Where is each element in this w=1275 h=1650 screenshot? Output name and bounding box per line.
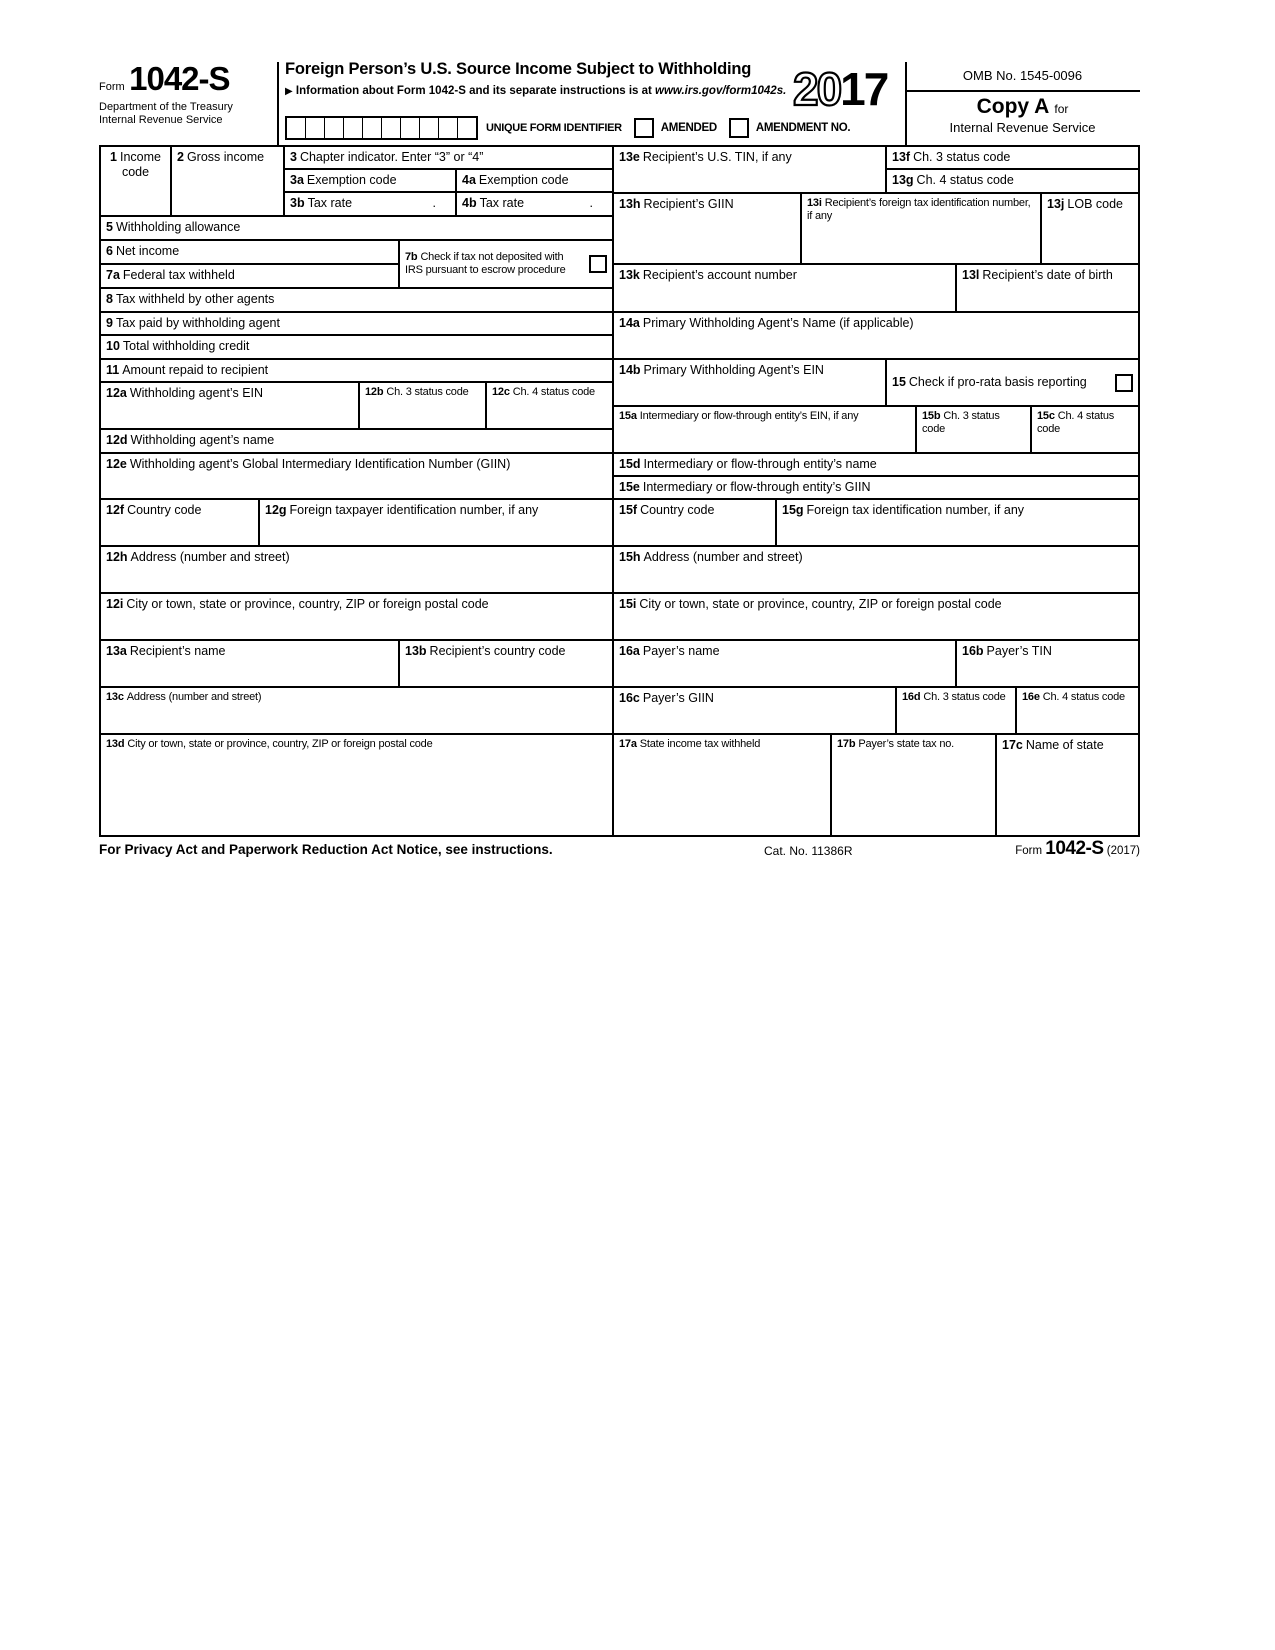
dept-line1: Department of the Treasury bbox=[99, 101, 233, 113]
field-7b: 7b Check if tax not deposited with IRS pursuant to escrow procedure bbox=[400, 241, 614, 289]
field-15g: 15g Foreign tax identification number, if any bbox=[777, 500, 1140, 547]
field-12a: 12a Withholding agent’s EIN bbox=[101, 383, 360, 430]
form-id-block bbox=[99, 60, 271, 126]
header-divider-left bbox=[277, 62, 279, 145]
field-13i: 13i Recipient’s foreign tax identification number, if any bbox=[802, 194, 1042, 265]
field-13g: 13g Ch. 4 status code bbox=[887, 170, 1140, 194]
field-14b: 14b Primary Withholding Agent’s EIN bbox=[614, 360, 887, 407]
info-url: www.irs.gov/form1042s. bbox=[655, 85, 787, 97]
omb-copy-block bbox=[905, 60, 1140, 135]
field-4b-decimal: . bbox=[589, 196, 593, 210]
field-3b: 3b Tax rate . bbox=[285, 193, 457, 217]
field-15h: 15h Address (number and street) bbox=[614, 547, 1140, 594]
field-12b: 12b Ch. 3 status code bbox=[360, 383, 487, 430]
field-13l: 13l Recipient’s date of birth bbox=[957, 265, 1140, 313]
pro-rata-checkbox[interactable] bbox=[1115, 374, 1133, 392]
form-number: 1042-S bbox=[129, 60, 230, 97]
field-13a: 13a Recipient’s name bbox=[101, 641, 400, 688]
field-13h: 13h Recipient’s GIIN bbox=[614, 194, 802, 265]
field-16e: 16e Ch. 4 status code bbox=[1017, 688, 1140, 735]
omb-rule bbox=[905, 90, 1140, 92]
footer-form-id: Form 1042-S (2017) bbox=[1015, 838, 1140, 859]
amended-checkbox[interactable] bbox=[634, 118, 654, 138]
field-2: 2 Gross income bbox=[172, 147, 285, 217]
field-14a: 14a Primary Withholding Agent’s Name (if applicable) bbox=[614, 313, 1140, 360]
privacy-notice: For Privacy Act and Paperwork Reduction Act Notice, see instructions. bbox=[99, 842, 553, 857]
field-12h: 12h Address (number and street) bbox=[101, 547, 614, 594]
amendment-no-checkbox[interactable] bbox=[729, 118, 749, 138]
field-3a: 3a Exemption code bbox=[285, 170, 457, 193]
field-1: 1 Income code bbox=[101, 147, 172, 217]
unique-form-identifier-label: UNIQUE FORM IDENTIFIER bbox=[486, 122, 622, 134]
field-4b: 4b Tax rate . bbox=[457, 193, 614, 217]
info-text: Information about Form 1042-S and its separate instructions is at bbox=[295, 85, 656, 97]
tax-year-outline: 20 bbox=[793, 63, 841, 115]
field-3: 3 Chapter indicator. Enter “3” or “4” bbox=[285, 147, 614, 170]
field-12f: 12f Country code bbox=[101, 500, 260, 547]
copy-for: for bbox=[1054, 102, 1069, 116]
field-13j: 13j LOB code bbox=[1042, 194, 1140, 265]
field-12g: 12g Foreign taxpayer identification number, if any bbox=[260, 500, 614, 547]
field-3b-decimal: . bbox=[432, 196, 436, 210]
amended-label: AMENDED bbox=[660, 122, 717, 134]
field-13k: 13k Recipient’s account number bbox=[614, 265, 957, 313]
form-word: Form bbox=[99, 81, 125, 93]
field-17b: 17b Payer’s state tax no. bbox=[832, 735, 997, 837]
field-5: 5 Withholding allowance bbox=[101, 217, 614, 241]
escrow-checkbox[interactable] bbox=[589, 255, 607, 273]
form-header bbox=[99, 60, 1140, 145]
field-12d: 12d Withholding agent’s name bbox=[101, 430, 614, 454]
tax-year-solid: 17 bbox=[840, 63, 888, 115]
field-15f: 15f Country code bbox=[614, 500, 777, 547]
omb-number: OMB No. 1545-0096 bbox=[962, 68, 1083, 83]
field-16b: 16b Payer’s TIN bbox=[957, 641, 1140, 688]
field-15b: 15b Ch. 3 status code bbox=[917, 407, 1032, 454]
field-15a: 15a Intermediary or flow-through entity’s EIN, if any bbox=[614, 407, 917, 454]
form-grid bbox=[99, 145, 1140, 837]
field-4a: 4a Exemption code bbox=[457, 170, 614, 193]
field-13e: 13e Recipient’s U.S. TIN, if any bbox=[614, 147, 887, 194]
tax-year bbox=[793, 62, 911, 116]
field-15e: 15e Intermediary or flow-through entity’s GIIN bbox=[614, 477, 1140, 500]
unique-form-identifier-boxes[interactable] bbox=[285, 116, 478, 140]
field-12e: 12e Withholding agent’s Global Intermediary Identification Number (GIIN) bbox=[101, 454, 614, 500]
field-16c: 16c Payer’s GIIN bbox=[614, 688, 897, 735]
field-17c: 17c Name of state bbox=[997, 735, 1140, 837]
field-7a: 7a Federal tax withheld bbox=[101, 265, 400, 289]
copy-a-label: Copy A for bbox=[976, 95, 1069, 118]
field-15i: 15i City or town, state or province, country, ZIP or foreign postal code bbox=[614, 594, 1140, 641]
field-11: 11 Amount repaid to recipient bbox=[101, 360, 614, 383]
amendment-no-label: AMENDMENT NO. bbox=[755, 122, 851, 134]
field-16d: 16d Ch. 3 status code bbox=[897, 688, 1017, 735]
identifier-row bbox=[285, 116, 850, 140]
field-13d: 13d City or town, state or province, country, ZIP or foreign postal code bbox=[101, 735, 614, 837]
arrow-icon: ▶ bbox=[285, 86, 293, 97]
field-15: 15 Check if pro-rata basis reporting bbox=[887, 360, 1140, 407]
field-13c: 13c Address (number and street) bbox=[101, 688, 614, 735]
field-6: 6 Net income bbox=[101, 241, 400, 265]
field-15d: 15d Intermediary or flow-through entity’s name bbox=[614, 454, 1140, 477]
field-16a: 16a Payer’s name bbox=[614, 641, 957, 688]
field-10: 10 Total withholding credit bbox=[101, 336, 614, 360]
field-9: 9 Tax paid by withholding agent bbox=[101, 313, 614, 336]
page-title: Foreign Person’s U.S. Source Income Subject to Withholding bbox=[285, 60, 752, 78]
field-13b: 13b Recipient’s country code bbox=[400, 641, 614, 688]
copy-a-sub: Internal Revenue Service bbox=[949, 120, 1096, 135]
field-17a: 17a State income tax withheld bbox=[614, 735, 832, 837]
catalog-number: Cat. No. 11386R bbox=[764, 844, 853, 858]
field-13f: 13f Ch. 3 status code bbox=[887, 147, 1140, 170]
field-12c: 12c Ch. 4 status code bbox=[487, 383, 614, 430]
dept-line2: Internal Revenue Service bbox=[99, 113, 223, 126]
field-8: 8 Tax withheld by other agents bbox=[101, 289, 614, 313]
field-12i: 12i City or town, state or province, country, ZIP or foreign postal code bbox=[101, 594, 614, 641]
field-15c: 15c Ch. 4 status code bbox=[1032, 407, 1140, 454]
